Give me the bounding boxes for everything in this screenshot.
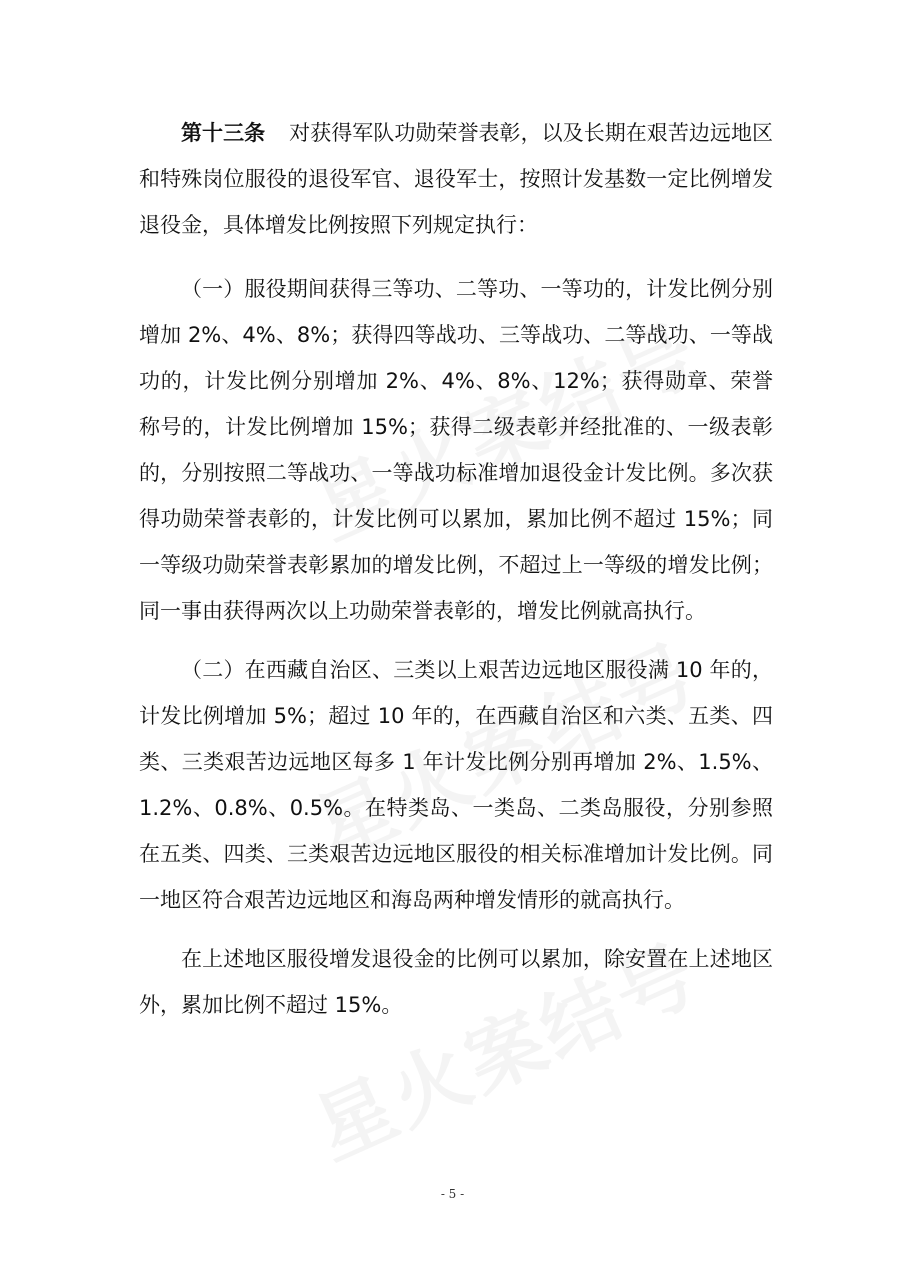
article-title: 第十三条 bbox=[181, 121, 266, 145]
article-intro: 对获得军队功勋荣誉表彰，以及长期在艰苦边远地区和特殊岗位服役的退役军官、退役军士，按照计发基数一定比例增发退役金，具体增发比例按照下列规定执行： bbox=[139, 121, 774, 237]
cumulative-note-paragraph: 在上述地区服役增发退役金的比例可以累加，除安置在上述地区外，累加比例不超过 15%。 bbox=[139, 947, 773, 1017]
clause-one-paragraph: （一）服役期间获得三等功、二等功、一等功的，计发比例分别增加 2%、4%、8%；获得四等战功、三等战功、二等战功、一等战功的，计发比例分别增加 2%、4%、8%、12%；获得勋章、荣誉称号的，计发比例增加 15%；获得二级表彰并经批准的、一级表彰的，分别按照二等战功、一等战功标准增加退役金计发比例。多次获得功勋荣誉表彰的，计发比例可以累加，累加比例不超过 15%；同一等级功勋荣誉表彰累加的增发比例，不超过上一等级的增发比例；同一事由获得两次以上功勋荣誉表彰的，增发比例就高执行。 bbox=[139, 277, 773, 623]
page-number: - 5 - bbox=[440, 1187, 465, 1201]
article-paragraph bbox=[139, 110, 773, 248]
clause-two-paragraph: （二）在西藏自治区、三类以上艰苦边远地区服役满 10 年的，计发比例增加 5%；超过 10 年的，在西藏自治区和六类、五类、四类、三类艰苦边远地区每多 1 年计发比例分别再增加 2%、1.5%、1.2%、0.8%、0.5%。在特类岛、一类岛、二类岛服役，分别参照在五类、四类、三类艰苦边远地区服役的相关标准增加计发比例。同一地区符合艰苦边远地区和海岛两种增发情形的就高执行。 bbox=[139, 658, 773, 912]
document-body bbox=[139, 110, 773, 1041]
